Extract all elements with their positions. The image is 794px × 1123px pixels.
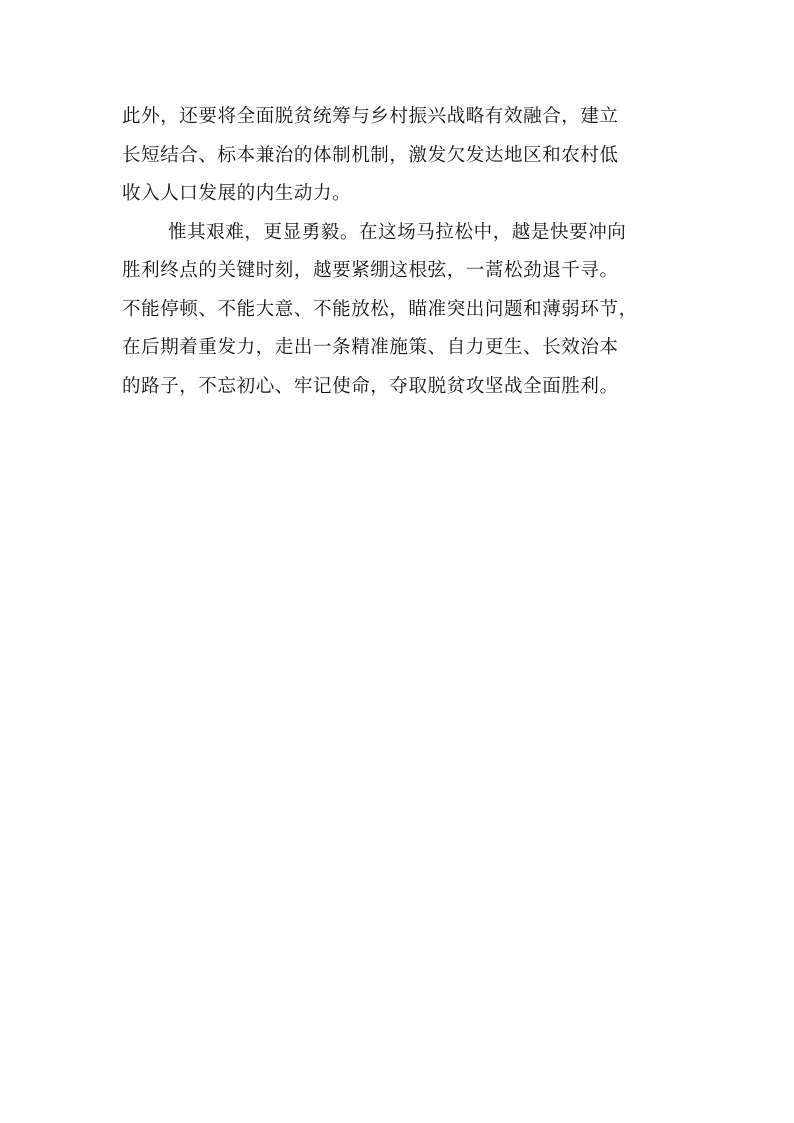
paragraph-1-line-2: 长短结合、标本兼治的体制机制，激发欠发达地区和农村低 xyxy=(122,144,619,166)
paragraph-2-line-3: 不能停顿、不能大意、不能放松，瞄准突出问题和薄弱环节， xyxy=(122,298,638,320)
paragraph-1-line-3: 收入人口发展的内生动力。 xyxy=(122,183,352,204)
paragraph-1-line-1: 此外，还要将全面脱贫统筹与乡村振兴战略有效融合，建立 xyxy=(122,106,619,127)
paragraph-2-line-2: 胜利终点的关键时刻，越要紧绷这根弦，一蒿松劲退千寻。 xyxy=(122,260,619,281)
paragraph-2-line-4: 在后期着重发力，走出一条精准施策、自力更生、长效治本 xyxy=(122,337,619,358)
paragraph-2-line-5: 的路子，不忘初心、牢记使命，夺取脱贫攻坚战全面胜利。 xyxy=(122,375,619,397)
paragraph-2-line-1: 惟其艰难，更显勇毅。在这场马拉松中，越是快要冲向 xyxy=(168,221,627,243)
document-body xyxy=(122,98,682,406)
